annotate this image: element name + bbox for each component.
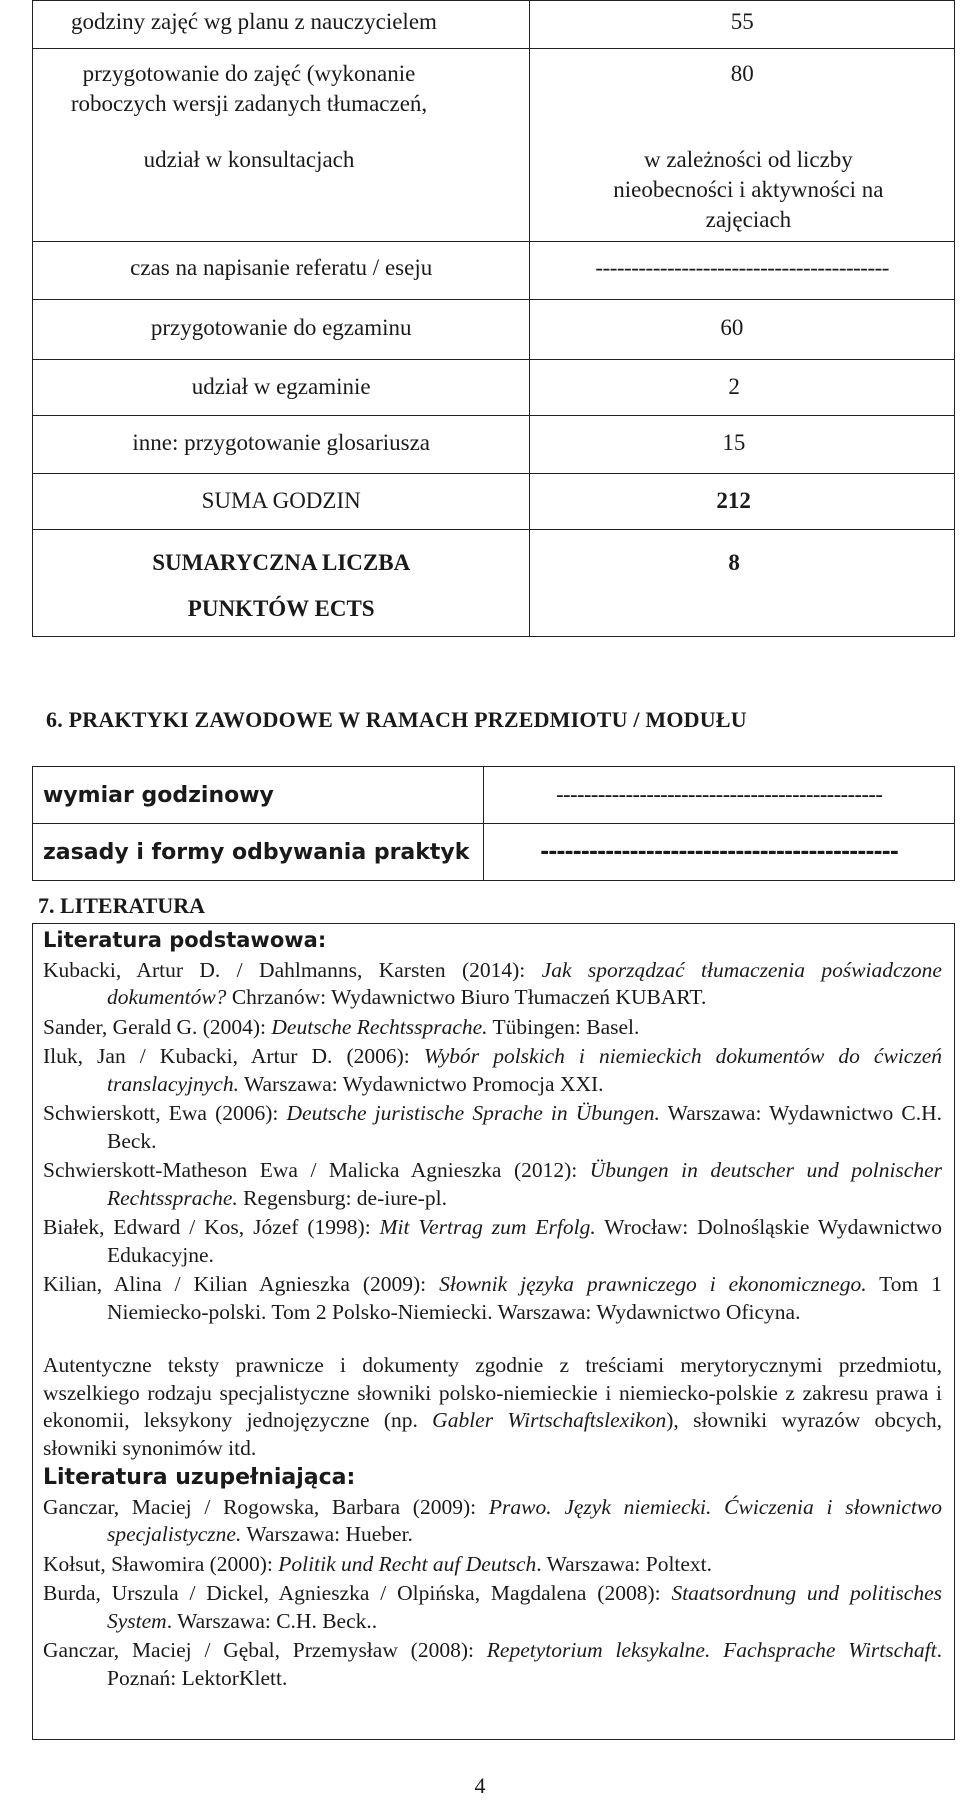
page-number: 4 (474, 1773, 486, 1798)
reference-title: Wybór polskich i niemieckich dokumentów do ćwiczeń translacyjnych. (107, 1044, 942, 1096)
reference-author: Ganczar, Maciej / Rogowska, Barbara (2009): (43, 1494, 489, 1519)
reference-title: Staatsordnung und politisches System (107, 1581, 943, 1633)
reference-item (43, 1014, 942, 1042)
reference-publisher: Tom 1 Niemiecko-polski. Tom 2 Polsko-Niemiecki. Warszawa: Wydawnictwo Oficyna. (107, 1272, 942, 1324)
internship-table (32, 766, 955, 881)
extra-literature-title: Literatura uzupełniająca: (43, 1465, 356, 1490)
row-value: ----------------------------------------- (595, 254, 889, 280)
reference-publisher: . Poznań: LektorKlett. (107, 1638, 942, 1690)
reference-author: Kołsut, Sławomira (2000): (43, 1551, 279, 1576)
row-label: inne: przygotowanie glosariusza (132, 429, 431, 455)
internship-hours-value: ----------------------------------------------- (484, 767, 955, 824)
reference-author: Burda, Urszula / Dickel, Agnieszka / Olpińska, Magdalena (2008): (43, 1581, 672, 1605)
row-value: 60 (720, 314, 744, 340)
extra-literature-list (43, 1494, 942, 1693)
sum-label: SUMA GODZIN (201, 487, 361, 513)
reference-author: Ganczar, Maciej / Gębal, Przemysław (2008): (43, 1638, 487, 1662)
table-row (33, 123, 955, 241)
literature-box (32, 923, 955, 1740)
reference-publisher: . Warszawa: C.H. Beck.. (166, 1608, 378, 1633)
ects-label: SUMARYCZNA LICZBA PUNKTÓW ECTS (152, 549, 411, 621)
literature-content (43, 927, 942, 1694)
sum-value: 212 (716, 487, 751, 513)
table-row (33, 1, 955, 49)
internship-rules-value: -------------------------------------------- (484, 824, 955, 881)
table-row (33, 824, 955, 881)
reference-author: Białek, Edward / Kos, Józef (1998): (43, 1215, 380, 1239)
reference-author: Kilian, Alina / Kilian Agnieszka (2009): (43, 1272, 440, 1296)
row-label: czas na napisanie referatu / eseju (130, 254, 433, 280)
reference-publisher: Chrzanów: Wydawnictwo Biuro Tłumaczeń KUBART. (226, 985, 707, 1009)
reference-item (43, 1271, 942, 1326)
row-value: 80 (730, 61, 754, 86)
basic-literature-list (43, 957, 942, 1327)
row-label: udział w egzaminie (191, 373, 371, 399)
section-6-heading: 6. PRAKTYKI ZAWODOWE W RAMACH PRZEDMIOTU / MODUŁU (46, 707, 747, 732)
section-7-heading: 7. LITERATURA (38, 893, 206, 918)
sum-row (33, 473, 955, 529)
reference-item (43, 957, 942, 1012)
reference-title: Słownik języka prawniczego i ekonomicznego. (439, 1272, 867, 1296)
table-row (33, 49, 955, 124)
reference-publisher: Warszawa: Wydawnictwo Promocja XXI. (238, 1071, 604, 1096)
table-row (33, 359, 955, 415)
row-value: 55 (730, 9, 754, 34)
reference-title: Jak sporządzać tłumaczenia poświadczone dokumentów? (107, 957, 942, 1009)
reference-item (43, 1637, 942, 1692)
literature-note: Autentyczne teksty prawnicze i dokumenty zgodnie z treściami merytorycznymi przedmiotu, wszelkiego rodzaju specjalistyczne słowniki polsko-niemieckie i niemiecko-polskie z zakresu prawa i ekonomii, leksykony jednojęzyczne (np. Gabler Wirtschaftslexikon), słowniki wyrazów obcych, słowniki synonimów itd. (43, 1353, 942, 1460)
basic-literature-title: Literatura podstawowa: (43, 928, 327, 952)
reference-title: Deutsche Rechtssprache. (271, 1014, 488, 1039)
reference-item (43, 1551, 942, 1579)
row-label: przygotowanie do zajęć (wykonanie roboczych wersji zadanych tłumaczeń, (70, 61, 428, 116)
reference-title: Deutsche juristische Sprache in Übungen. (286, 1101, 660, 1125)
reference-title: Prawo. Język niemiecki. Ćwiczenia i słownictwo specjalistyczne. (107, 1494, 942, 1546)
reference-item (43, 1100, 942, 1155)
table-row (33, 767, 955, 824)
reference-item (43, 1043, 942, 1098)
row-label: udział w konsultacjach (143, 147, 355, 172)
reference-title: Übungen in deutscher und polnischer Rechtssprache. (107, 1158, 942, 1210)
table-row (33, 415, 955, 473)
reference-title: Repetytorium leksykalne. Fachsprache Wirtschaft (486, 1638, 937, 1662)
row-value: 15 (722, 429, 746, 455)
row-label: godziny zajęć wg planu z nauczycielem (71, 9, 437, 34)
ects-row (33, 529, 955, 636)
reference-publisher: Warszawa: Wydawnictwo C.H. Beck. (107, 1101, 942, 1153)
reference-publisher: Warszawa: Hueber. (241, 1522, 413, 1546)
ects-value: 8 (728, 549, 740, 575)
reference-title: Mit Vertrag zum Erfolg. (379, 1215, 596, 1239)
workload-table (32, 0, 955, 637)
table-row (33, 299, 955, 359)
internship-hours-label: wymiar godzinowy (33, 767, 484, 824)
reference-author: Kubacki, Artur D. / Dahlmanns, Karsten (2014): (43, 957, 542, 982)
reference-publisher: Tübingen: Basel. (487, 1014, 640, 1039)
reference-item (43, 1580, 942, 1635)
table-row (33, 241, 955, 299)
row-label: przygotowanie do egzaminu (150, 314, 412, 340)
reference-title: Politik und Recht auf Deutsch (278, 1551, 537, 1576)
reference-publisher: Wrocław: Dolnośląskie Wydawnictwo Edukacyjne. (107, 1215, 942, 1267)
reference-author: Schwierskott, Ewa (2006): (43, 1101, 287, 1125)
internship-rules-label: zasady i formy odbywania praktyk (33, 824, 484, 881)
reference-item (43, 1494, 942, 1549)
reference-publisher: Regensburg: de-iure-pl. (237, 1185, 447, 1210)
reference-author: Iluk, Jan / Kubacki, Artur D. (2006): (43, 1044, 424, 1068)
reference-item (43, 1214, 942, 1269)
reference-item (43, 1157, 942, 1212)
reference-author: Sander, Gerald G. (2004): (43, 1014, 272, 1039)
reference-author: Schwierskott-Matheson Ewa / Malicka Agnieszka (2012): (43, 1158, 590, 1182)
row-value: 2 (728, 373, 740, 399)
reference-publisher: . Warszawa: Poltext. (536, 1551, 713, 1576)
row-value: w zależności od liczby nieobecności i aktywności na zajęciach (613, 147, 884, 232)
